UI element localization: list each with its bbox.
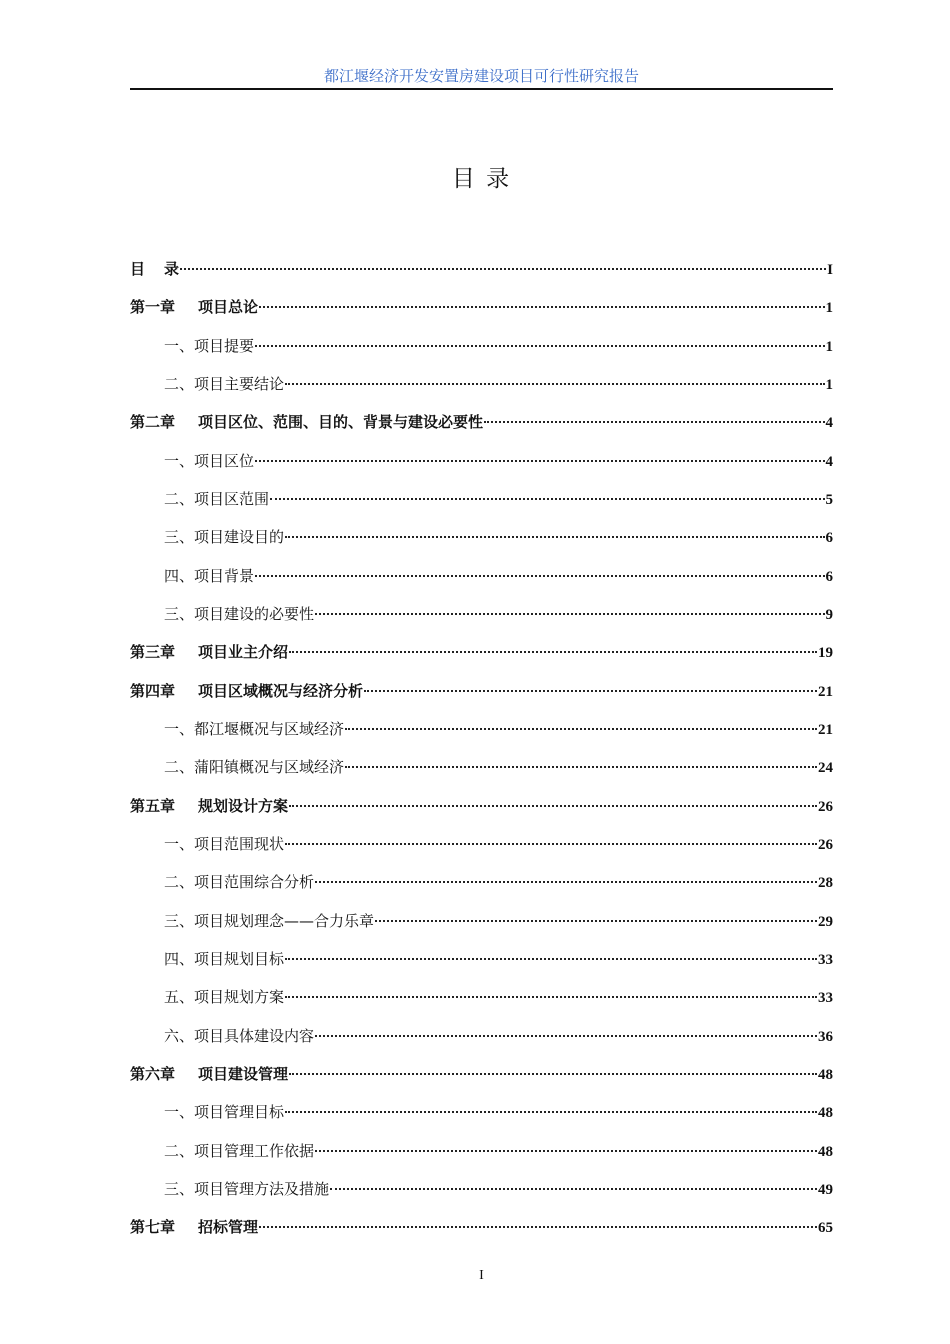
toc-entry[interactable] (130, 710, 833, 748)
toc-page-number: 33 (818, 951, 833, 968)
toc-chapter-number: 第一章 (130, 298, 176, 317)
toc-page-number: 19 (818, 645, 833, 662)
toc-entry[interactable] (130, 748, 833, 786)
toc-entry-text: 四、项目规划目标 (164, 949, 285, 968)
toc-entry-text: 六、项目具体建设内容 (164, 1026, 315, 1045)
toc-page-number: 65 (818, 1220, 833, 1237)
toc-entry-text: 项目区域概况与经济分析 (198, 681, 364, 700)
dot-leader (315, 613, 824, 615)
toc-entry-text: 一、项目提要 (164, 336, 255, 355)
toc-chapter-number: 第五章 (130, 796, 176, 815)
dot-leader (315, 1035, 817, 1037)
toc-entry[interactable] (130, 1132, 833, 1170)
toc-entry[interactable] (130, 480, 833, 518)
toc-chapter-number: 第四章 (130, 681, 176, 700)
toc-entry-label (164, 327, 254, 365)
toc-entry[interactable] (130, 403, 833, 441)
toc-entry[interactable] (130, 1017, 833, 1055)
toc-page-number: 1 (825, 300, 833, 317)
toc-entry-label (164, 442, 254, 480)
toc-page-number: 29 (818, 913, 833, 930)
dot-leader (364, 690, 817, 692)
toc-entry-label (164, 1132, 314, 1170)
dot-leader (259, 306, 824, 308)
dot-leader (285, 1111, 817, 1113)
toc-chapter-number: 第二章 (130, 413, 176, 432)
toc-entry[interactable] (130, 595, 833, 633)
toc-page-number: I (827, 262, 833, 278)
toc-entry-label (130, 672, 363, 710)
toc-entry-label (130, 787, 288, 825)
toc-entry-label (164, 1093, 284, 1131)
toc-page-number: 4 (825, 453, 833, 470)
toc-page-number: 4 (825, 415, 833, 432)
toc-chapter-number: 第六章 (130, 1064, 176, 1083)
dot-leader (289, 1073, 817, 1075)
toc-entry-text: 一、项目管理目标 (164, 1103, 285, 1122)
dot-leader (285, 958, 817, 960)
toc-entry-label (164, 978, 284, 1016)
toc-entry-label (130, 633, 288, 671)
toc-entry[interactable] (130, 250, 833, 288)
toc-entry-label (164, 365, 284, 403)
toc-entry-text: 一、都江堰概况与区域经济 (164, 719, 345, 738)
toc-entry[interactable] (130, 1170, 833, 1208)
toc-entry-text: 二、蒲阳镇概况与区域经济 (164, 758, 345, 777)
toc-page-number: 5 (825, 491, 833, 508)
toc-entry-label (130, 403, 483, 441)
toc-page-number: 9 (825, 606, 833, 623)
toc-entry[interactable] (130, 940, 833, 978)
dot-leader (330, 1188, 817, 1190)
toc-entry[interactable] (130, 327, 833, 365)
toc-entry-text: 二、项目主要结论 (164, 374, 285, 393)
toc-entry-text: 四、项目背景 (164, 566, 255, 585)
toc-entry-label (164, 557, 254, 595)
toc-entry[interactable] (130, 825, 833, 863)
dot-leader (259, 1226, 817, 1228)
dot-leader (285, 383, 824, 385)
dot-leader (180, 268, 826, 270)
toc-chapter-number: 第七章 (130, 1218, 176, 1237)
toc-entry-label (164, 1017, 314, 1055)
toc-entry-label (164, 748, 344, 786)
page-number: I (479, 1268, 484, 1283)
dot-leader (285, 996, 817, 998)
toc-entry-label (130, 250, 179, 288)
toc-entry-label (130, 1055, 288, 1093)
running-header: 都江堰经济开发安置房建设项目可行性研究报告 (323, 67, 639, 85)
toc-entry[interactable] (130, 518, 833, 556)
toc-entry-text: 三、项目管理方法及措施 (164, 1179, 330, 1198)
toc-entry-text: 二、项目范围综合分析 (164, 873, 315, 892)
toc-entry-label (164, 825, 284, 863)
toc-entry-text: 项目区位、范围、目的、背景与建设必要性 (198, 413, 484, 432)
toc-page-number: 6 (825, 530, 833, 547)
toc-entry-label (164, 480, 269, 518)
toc-entry-label (130, 1208, 258, 1246)
toc-entry-label (164, 940, 284, 978)
toc-page-number: 48 (818, 1066, 833, 1083)
toc-title: 目 录 (451, 166, 512, 192)
toc-entry-text: 规划设计方案 (198, 796, 289, 815)
dot-leader (289, 651, 817, 653)
toc-entry-text: 一、项目范围现状 (164, 834, 285, 853)
toc-entry[interactable] (130, 1093, 833, 1131)
toc-page-number: 6 (825, 568, 833, 585)
toc-entry[interactable] (130, 863, 833, 901)
toc-entry-text: 三、项目建设目的 (164, 528, 285, 547)
dot-leader (255, 460, 824, 462)
dot-leader (345, 728, 817, 730)
toc-page-number: 33 (818, 990, 833, 1007)
dot-leader (375, 920, 817, 922)
toc-page-number: 21 (818, 721, 833, 738)
toc-entry[interactable] (130, 672, 833, 710)
dot-leader (315, 1150, 817, 1152)
toc-page-number: 48 (818, 1105, 833, 1122)
toc-entry-label (164, 902, 374, 940)
toc-page-number: 48 (818, 1143, 833, 1160)
toc-page-number: 28 (818, 875, 833, 892)
dot-leader (255, 575, 824, 577)
toc-entry[interactable] (130, 1055, 833, 1093)
toc-entry[interactable] (130, 442, 833, 480)
header-rule (130, 88, 833, 90)
toc-entry-text: 二、项目区范围 (164, 489, 270, 508)
toc-entry[interactable] (130, 902, 833, 940)
toc-entry-text: 录 (164, 260, 180, 278)
dot-leader (285, 536, 824, 538)
toc-entry-label (164, 863, 314, 901)
toc-entry-text: 三、项目建设的必要性 (164, 604, 315, 623)
dot-leader (484, 421, 824, 423)
toc-list (130, 250, 833, 1247)
toc-page-number: 24 (818, 760, 833, 777)
toc-entry-text: 项目业主介绍 (198, 643, 289, 662)
dot-leader (285, 843, 817, 845)
toc-entry[interactable] (130, 787, 833, 825)
toc-entry-label (130, 288, 258, 326)
toc-chapter-number: 目 (130, 260, 146, 278)
toc-entry-text: 项目建设管理 (198, 1064, 289, 1083)
dot-leader (270, 498, 824, 500)
toc-entry[interactable] (130, 365, 833, 403)
dot-leader (315, 881, 817, 883)
toc-page-number: 1 (825, 338, 833, 355)
toc-entry-text: 五、项目规划方案 (164, 988, 285, 1007)
dot-leader (345, 766, 817, 768)
toc-entry-label (164, 518, 284, 556)
toc-entry-text: 招标管理 (198, 1218, 259, 1237)
toc-page-number: 26 (818, 798, 833, 815)
toc-page-number: 26 (818, 836, 833, 853)
dot-leader (289, 805, 817, 807)
dot-leader (255, 345, 824, 347)
toc-entry-text: 项目总论 (198, 298, 259, 317)
toc-entry-label (164, 1170, 329, 1208)
toc-entry[interactable] (130, 288, 833, 326)
toc-chapter-number: 第三章 (130, 643, 176, 662)
toc-page-number: 1 (825, 376, 833, 393)
toc-entry-text: 二、项目管理工作依据 (164, 1141, 315, 1160)
toc-entry-text: 一、项目区位 (164, 451, 255, 470)
toc-entry[interactable] (130, 557, 833, 595)
toc-entry[interactable] (130, 1208, 833, 1246)
toc-entry[interactable] (130, 633, 833, 671)
toc-page-number: 21 (818, 683, 833, 700)
toc-entry[interactable] (130, 978, 833, 1016)
toc-entry-label (164, 595, 314, 633)
toc-page-number: 36 (818, 1028, 833, 1045)
toc-page-number: 49 (818, 1181, 833, 1198)
toc-entry-label (164, 710, 344, 748)
toc-entry-text: 三、项目规划理念——合力乐章 (164, 911, 375, 930)
